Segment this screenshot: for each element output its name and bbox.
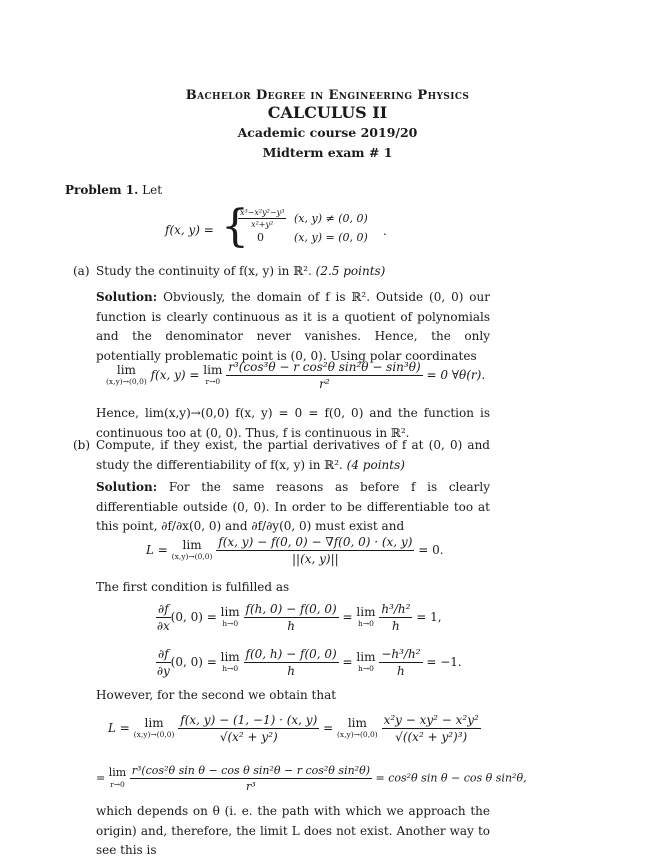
dfdy-num: ∂f: [158, 647, 169, 661]
L2-limit-2: [337, 717, 378, 741]
fy-fraction-2: [379, 647, 422, 678]
L3-numerator: r³(cos²θ sin θ − cos θ sin²θ − r cos²θ sin²θ): [131, 764, 370, 777]
part-a-solution: [96, 288, 490, 366]
L-limit-sub: (x,y)→(0,0): [171, 551, 213, 561]
L3-rhs: = cos²θ sin θ − cos θ sin²θ,: [375, 771, 527, 785]
fy-equals: =: [342, 655, 353, 669]
fy-limit-sub: h→0: [222, 663, 239, 673]
problem-intro: Let: [142, 183, 163, 197]
polar-limit-equation: [106, 360, 485, 391]
L2-denominator-1: √(x² + y²): [219, 730, 278, 744]
L3-prefix: =: [96, 771, 106, 785]
case2-condition: (x, y) = (0, 0): [294, 231, 368, 244]
lim-word: lim: [220, 649, 240, 664]
fx2-numerator: h³/h²: [381, 602, 411, 616]
fy2-denominator: h: [397, 664, 405, 678]
fx-equals: =: [342, 610, 353, 624]
L-lhs: L =: [146, 543, 168, 557]
polar-rhs: = 0 ∀θ(r).: [426, 368, 486, 382]
limit-r-sub: r→0: [205, 376, 221, 386]
definition-lhs: f(x, y) =: [165, 223, 214, 237]
part-b-solution-label: Solution:: [96, 480, 158, 494]
fx-fraction: [244, 602, 339, 633]
L-evaluation: [108, 713, 481, 744]
case2-value: 0: [257, 231, 264, 244]
dfdx-arg: (0, 0) =: [170, 610, 217, 624]
lim-word: lim: [182, 537, 202, 552]
part-b-solution: [96, 478, 490, 537]
fx-fraction-2: [379, 602, 412, 633]
case1-condition: (x, y) ≠ (0, 0): [294, 212, 368, 225]
limit-xy-sub: (x,y)→(0,0): [106, 376, 147, 386]
dfdy-arg: (0, 0) =: [170, 655, 217, 669]
academic-course: Academic course 2019/20: [237, 125, 418, 140]
part-a-points: (2.5 points): [315, 264, 386, 278]
dfdx-den: ∂x: [156, 619, 170, 633]
exam-title: Midterm exam # 1: [262, 145, 393, 160]
left-brace: {: [221, 201, 249, 252]
dfdx-num: ∂f: [158, 602, 169, 616]
fy2-numerator: −h³/h²: [381, 647, 421, 661]
part-a-label: (a): [73, 264, 90, 278]
part-b-question: [96, 436, 490, 475]
L2-denominator-2: √((x² + y²)³): [395, 730, 468, 744]
problem-heading: [65, 181, 162, 201]
L2-numerator-1: f(x, y) − (1, −1) · (x, y): [180, 713, 318, 727]
second-condition-intro: However, for the second we obtain that: [96, 688, 337, 702]
part-a-question: [96, 262, 496, 282]
program-title: Bachelor Degree in Engineering Physics: [185, 88, 470, 103]
fy-result: = −1.: [426, 655, 462, 669]
fy-denominator: h: [287, 664, 295, 678]
part-a-question-text: Study the continuity of f(x, y) in ℝ².: [96, 264, 312, 278]
L-rhs: = 0.: [418, 543, 444, 557]
polar-numerator: r³(cos³θ − r cos²θ sin²θ − sin³θ): [228, 360, 421, 374]
part-a-solution-text: Obviously, the domain of f is ℝ². Outside (0, 0) our function is clearly continuous as it is a quotient of polynomials and the denominator never vanishes. Hence, the only potentially problematic point is (0, 0). Using polar coordinates: [96, 290, 490, 363]
partial-x-equation: [156, 602, 442, 633]
lim-word: lim: [108, 765, 127, 779]
lim-word: lim: [116, 362, 136, 377]
fx-denominator: h: [287, 619, 295, 633]
fx2-denominator: h: [392, 619, 400, 633]
L2-lhs: L =: [108, 721, 130, 735]
part-a-solution-label: Solution:: [96, 290, 158, 304]
fy-limit-2-sub: h→0: [358, 663, 374, 673]
lim-word: lim: [356, 604, 376, 619]
problem-label: Problem 1.: [65, 183, 139, 197]
partial-y-equation: [156, 647, 462, 678]
part-b-solution-text: For the same reasons as before f is clearly differentiable outside (0, 0). In order to be differentiable too at this point, ∂f/∂x(0, 0) and ∂f/∂y(0, 0) must exist and: [96, 480, 490, 533]
L-numerator: f(x, y) − f(0, 0) − ∇f(0, 0) · (x, y): [218, 535, 413, 549]
dfdx: [156, 602, 171, 633]
fx-limit-2: [356, 606, 375, 630]
L2-fraction-2: [382, 713, 481, 744]
fx-limit-2-sub: h→0: [358, 618, 374, 628]
lim-word: lim: [144, 715, 164, 730]
L2-limit-2-sub: (x,y)→(0,0): [336, 729, 378, 739]
course-title: CALCULUS II: [267, 103, 388, 122]
lim-word: lim: [220, 604, 240, 619]
L2-fraction-1: [178, 713, 319, 744]
L2-limit: [134, 717, 175, 741]
limit-xy: [106, 364, 147, 388]
fx-result: = 1,: [416, 610, 442, 624]
L3-denominator: r³: [246, 780, 256, 793]
L3-fraction: [130, 764, 372, 793]
L2-limit-sub: (x,y)→(0,0): [133, 729, 175, 739]
L-limit: [172, 539, 213, 563]
fy-limit: [221, 651, 240, 675]
L2-equals: =: [323, 721, 334, 735]
closing-paragraph: which depends on θ (i. e. the path with which we approach the origin) and, therefore, the limit L does not exist. Another way to see this is: [96, 804, 490, 857]
polar-lhs: f(x, y) =: [150, 368, 200, 382]
case1-fraction: [238, 208, 286, 229]
differentiability-limit: [146, 535, 444, 566]
polar-denominator: r²: [319, 377, 330, 391]
fx-limit: [221, 606, 240, 630]
L-polar-evaluation: [96, 764, 527, 793]
part-b-question-text: Compute, if they exist, the partial derivatives of f at (0, 0) and study the differentiability of f(x, y) in ℝ².: [96, 438, 490, 472]
fy-numerator: f(0, h) − f(0, 0): [245, 647, 337, 661]
limit-r: [203, 364, 222, 388]
fx-limit-sub: h→0: [222, 618, 239, 628]
L2-numerator-2: x²y − xy² − x²y²: [383, 713, 479, 727]
lim-word: lim: [347, 715, 367, 730]
fx-numerator: f(h, 0) − f(0, 0): [245, 602, 337, 616]
dfdy-den: ∂y: [156, 664, 170, 678]
part-b-label: (b): [73, 438, 91, 452]
L-denominator: ||(x, y)||: [291, 552, 339, 566]
case1-denominator: x²+y²: [251, 220, 274, 229]
lim-word: lim: [356, 649, 376, 664]
fy-fraction: [244, 647, 339, 678]
fy-limit-2: [356, 651, 375, 675]
case1-numerator: x³−x²y²−y³: [240, 208, 285, 217]
first-condition: The first condition is fulfilled as: [96, 580, 290, 594]
part-a-conclusion: Hence, lim(x,y)→(0,0) f(x, y) = 0 = f(0, 0) and the function is continuous too at (0, 0). Thus, f is continuous in ℝ².: [96, 406, 490, 440]
part-b-points: (4 points): [346, 457, 405, 472]
polar-fraction: [226, 360, 422, 391]
L3-limit-sub: r→0: [110, 779, 125, 789]
L-fraction: [216, 535, 414, 566]
lim-word: lim: [203, 362, 223, 377]
L3-limit: [109, 767, 126, 791]
dfdy: [156, 647, 171, 678]
definition-period: .: [383, 224, 387, 238]
piecewise-definition: [165, 201, 395, 254]
